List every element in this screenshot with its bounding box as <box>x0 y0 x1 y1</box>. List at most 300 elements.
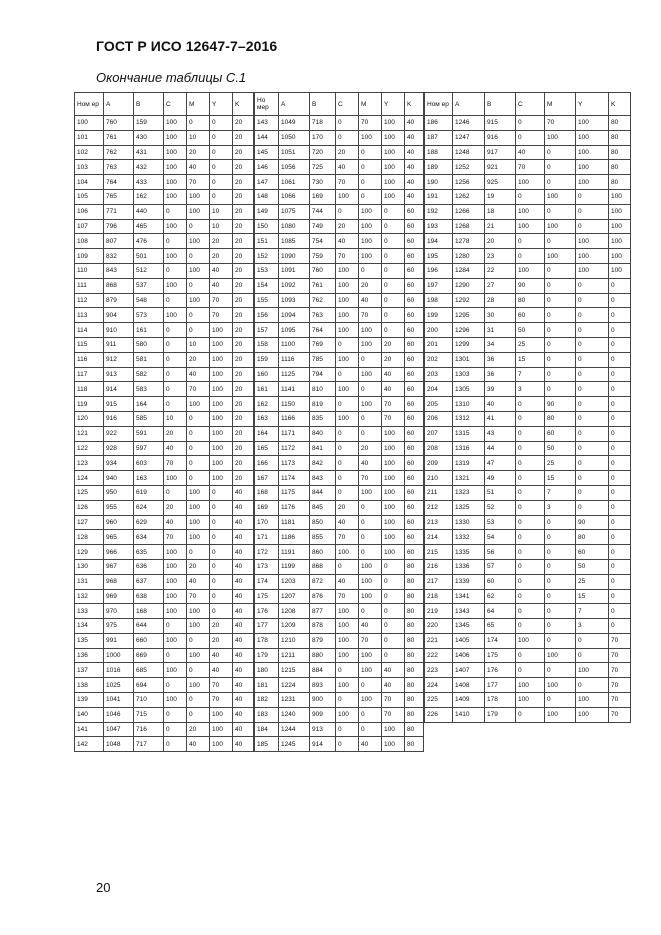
cell-m: 0 <box>545 545 576 560</box>
cell-k: 40 <box>233 604 254 619</box>
cell-b: 52 <box>485 500 516 515</box>
cell-c: 0 <box>516 234 545 249</box>
cell-c: 100 <box>516 693 545 708</box>
cell-m: 0 <box>545 160 576 175</box>
cell-y: 0 <box>210 160 233 175</box>
cell-k: 40 <box>233 589 254 604</box>
cell-m: 70 <box>359 633 382 648</box>
cell-y: 100 <box>576 263 609 278</box>
cell-m: 0 <box>545 693 576 708</box>
cell-y: 0 <box>382 323 405 338</box>
cell-number: 219 <box>425 604 453 619</box>
table-row <box>75 737 254 752</box>
cell-b: 669 <box>134 648 164 663</box>
cell-k: 40 <box>405 175 424 190</box>
cell-y: 0 <box>210 559 233 574</box>
cell-c: 0 <box>164 397 187 412</box>
table-row <box>255 367 424 382</box>
table-row <box>425 204 631 219</box>
table-row <box>75 530 254 545</box>
cell-c: 100 <box>164 559 187 574</box>
cell-b: 925 <box>485 175 516 190</box>
cell-m: 20 <box>359 278 382 293</box>
cell-a: 1278 <box>453 234 485 249</box>
cell-y: 0 <box>210 604 233 619</box>
cell-a: 1049 <box>279 116 310 131</box>
cell-b: 794 <box>310 367 336 382</box>
col-header-m: M <box>545 93 576 116</box>
cell-c: 100 <box>164 249 187 264</box>
cell-y: 20 <box>382 337 405 352</box>
table-row <box>255 293 424 308</box>
table-row <box>75 515 254 530</box>
cell-a: 1330 <box>453 515 485 530</box>
table-row <box>255 619 424 634</box>
cell-a: 1224 <box>279 678 310 693</box>
cell-c: 0 <box>516 707 545 722</box>
cell-number: 138 <box>75 678 104 693</box>
cell-a: 1171 <box>279 426 310 441</box>
table-row <box>255 559 424 574</box>
cell-number: 120 <box>75 411 104 426</box>
cell-c: 0 <box>336 471 359 486</box>
cell-a: 1292 <box>453 293 485 308</box>
cell-y: 100 <box>210 337 233 352</box>
cell-y: 100 <box>210 441 233 456</box>
cell-y: 0 <box>576 189 609 204</box>
cell-c: 0 <box>336 337 359 352</box>
cell-m: 40 <box>359 737 382 752</box>
cell-number: 151 <box>255 234 279 249</box>
cell-k: 40 <box>405 130 424 145</box>
cell-m: 100 <box>187 500 210 515</box>
cell-b: 430 <box>134 130 164 145</box>
cell-b: 44 <box>485 441 516 456</box>
cell-c: 0 <box>164 293 187 308</box>
cell-c: 0 <box>164 204 187 219</box>
cell-c: 0 <box>516 663 545 678</box>
cell-m: 0 <box>187 323 210 338</box>
cell-b: 761 <box>310 278 336 293</box>
cell-y: 0 <box>576 308 609 323</box>
cell-b: 51 <box>485 485 516 500</box>
cell-c: 100 <box>336 604 359 619</box>
cell-y: 0 <box>382 604 405 619</box>
cell-k: 20 <box>233 352 254 367</box>
cell-m: 0 <box>187 663 210 678</box>
cell-b: 744 <box>310 204 336 219</box>
col-header-c: C <box>336 93 359 116</box>
cell-m: 0 <box>545 352 576 367</box>
cell-c: 0 <box>336 737 359 752</box>
cell-y: 0 <box>382 278 405 293</box>
cell-number: 191 <box>425 189 453 204</box>
cell-number: 209 <box>425 456 453 471</box>
cell-k: 60 <box>405 515 424 530</box>
cell-b: 159 <box>134 116 164 131</box>
table-row <box>255 604 424 619</box>
cell-a: 916 <box>104 411 134 426</box>
cell-y: 0 <box>576 500 609 515</box>
cell-y: 0 <box>382 574 405 589</box>
table-row <box>75 323 254 338</box>
cell-c: 25 <box>516 337 545 352</box>
table-row <box>425 693 631 708</box>
cell-c: 0 <box>336 485 359 500</box>
cell-number: 155 <box>255 293 279 308</box>
cell-b: 476 <box>134 234 164 249</box>
cell-a: 934 <box>104 456 134 471</box>
cell-y: 0 <box>210 589 233 604</box>
cell-number: 129 <box>75 545 104 560</box>
cell-number: 174 <box>255 574 279 589</box>
table-row <box>255 160 424 175</box>
cell-c: 0 <box>164 367 187 382</box>
table-row <box>425 278 631 293</box>
table-header-row <box>75 93 254 116</box>
cell-b: 685 <box>134 663 164 678</box>
table-row <box>75 619 254 634</box>
cell-b: 177 <box>485 678 516 693</box>
cell-number: 164 <box>255 426 279 441</box>
table-row <box>255 441 424 456</box>
table-row <box>255 722 424 737</box>
cell-c: 100 <box>336 352 359 367</box>
cell-b: 174 <box>485 633 516 648</box>
table-row <box>75 589 254 604</box>
cell-c: 40 <box>336 160 359 175</box>
cell-y: 0 <box>382 308 405 323</box>
cell-c: 0 <box>164 722 187 737</box>
table-header-row <box>425 93 631 116</box>
cell-b: 30 <box>485 308 516 323</box>
cell-b: 921 <box>485 160 516 175</box>
cell-a: 1186 <box>279 530 310 545</box>
table-row <box>425 323 631 338</box>
cell-b: 168 <box>134 604 164 619</box>
cell-m: 100 <box>187 604 210 619</box>
cell-y: 0 <box>576 411 609 426</box>
cell-a: 1092 <box>279 278 310 293</box>
cell-a: 1080 <box>279 219 310 234</box>
cell-c: 100 <box>164 145 187 160</box>
cell-c: 70 <box>164 456 187 471</box>
table-row <box>255 352 424 367</box>
cell-m: 10 <box>187 337 210 352</box>
col-header-a: A <box>279 93 310 116</box>
col-header-m: M <box>359 93 382 116</box>
table-row <box>425 160 631 175</box>
cell-k: 0 <box>609 441 631 456</box>
cell-a: 1319 <box>453 456 485 471</box>
table-row <box>255 234 424 249</box>
cell-a: 968 <box>104 574 134 589</box>
cell-c: 0 <box>336 693 359 708</box>
cell-k: 0 <box>609 619 631 634</box>
cell-m: 40 <box>359 293 382 308</box>
cell-k: 0 <box>609 485 631 500</box>
cell-k: 100 <box>609 263 631 278</box>
table-row <box>425 648 631 663</box>
table-row <box>425 707 631 722</box>
cell-k: 80 <box>405 559 424 574</box>
cell-c: 100 <box>336 189 359 204</box>
col-header-a: A <box>104 93 134 116</box>
cell-a: 922 <box>104 426 134 441</box>
cell-number: 181 <box>255 678 279 693</box>
cell-c: 0 <box>516 515 545 530</box>
cell-k: 40 <box>233 485 254 500</box>
cell-b: 840 <box>310 426 336 441</box>
cell-number: 190 <box>425 175 453 190</box>
cell-y: 100 <box>210 352 233 367</box>
cell-m: 0 <box>187 278 210 293</box>
cell-y: 100 <box>210 397 233 412</box>
cell-m: 7 <box>545 485 576 500</box>
cell-k: 60 <box>405 426 424 441</box>
cell-m: 0 <box>359 352 382 367</box>
table-row <box>75 500 254 515</box>
cell-number: 125 <box>75 485 104 500</box>
cell-y: 100 <box>382 130 405 145</box>
cell-c: 0 <box>164 678 187 693</box>
cell-number: 101 <box>75 130 104 145</box>
cell-b: 660 <box>134 633 164 648</box>
cell-y: 0 <box>382 249 405 264</box>
cell-k: 70 <box>609 707 631 722</box>
cell-k: 70 <box>609 693 631 708</box>
cell-a: 1246 <box>453 116 485 131</box>
cell-y: 0 <box>210 530 233 545</box>
table-row <box>425 471 631 486</box>
cell-b: 54 <box>485 530 516 545</box>
cell-k: 60 <box>405 308 424 323</box>
cell-y: 100 <box>382 737 405 752</box>
cell-k: 60 <box>405 249 424 264</box>
cell-b: 178 <box>485 693 516 708</box>
cell-b: 465 <box>134 219 164 234</box>
cell-number: 105 <box>75 189 104 204</box>
cell-b: 725 <box>310 160 336 175</box>
cell-m: 0 <box>359 382 382 397</box>
table-row <box>255 500 424 515</box>
cell-m: 0 <box>545 145 576 160</box>
cell-number: 201 <box>425 337 453 352</box>
cell-y: 0 <box>382 648 405 663</box>
cell-b: 36 <box>485 352 516 367</box>
table-row <box>75 160 254 175</box>
cell-c: 100 <box>336 411 359 426</box>
cell-b: 162 <box>134 189 164 204</box>
cell-c: 0 <box>516 619 545 634</box>
table-row <box>255 574 424 589</box>
page-number: 20 <box>96 880 111 895</box>
cell-number: 207 <box>425 426 453 441</box>
table-row <box>425 263 631 278</box>
cell-m: 0 <box>359 160 382 175</box>
cell-a: 1252 <box>453 160 485 175</box>
cell-k: 60 <box>405 545 424 560</box>
cell-b: 583 <box>134 382 164 397</box>
cell-b: 634 <box>134 530 164 545</box>
cell-y: 20 <box>210 249 233 264</box>
cell-number: 167 <box>255 471 279 486</box>
cell-b: 884 <box>310 663 336 678</box>
cell-k: 20 <box>233 456 254 471</box>
table-row <box>425 352 631 367</box>
cell-c: 100 <box>336 293 359 308</box>
cell-k: 20 <box>233 160 254 175</box>
table-row <box>75 145 254 160</box>
cell-m: 100 <box>359 130 382 145</box>
table-row <box>75 116 254 131</box>
table-row <box>255 456 424 471</box>
cell-m: 100 <box>359 323 382 338</box>
cell-number: 150 <box>255 219 279 234</box>
table-row <box>255 263 424 278</box>
cell-a: 1176 <box>279 500 310 515</box>
cell-y: 100 <box>382 485 405 500</box>
cell-y: 0 <box>576 278 609 293</box>
table-row <box>255 530 424 545</box>
cell-k: 80 <box>405 678 424 693</box>
cell-m: 0 <box>187 116 210 131</box>
cell-y: 0 <box>210 574 233 589</box>
table-row <box>255 204 424 219</box>
table-row <box>75 352 254 367</box>
cell-y: 100 <box>576 663 609 678</box>
cell-c: 100 <box>336 323 359 338</box>
cell-a: 904 <box>104 308 134 323</box>
cell-m: 100 <box>187 678 210 693</box>
cell-y: 20 <box>382 352 405 367</box>
cell-y: 0 <box>210 189 233 204</box>
cell-k: 0 <box>609 604 631 619</box>
cell-a: 1046 <box>104 707 134 722</box>
cell-b: 877 <box>310 604 336 619</box>
cell-k: 40 <box>233 530 254 545</box>
cell-m: 100 <box>359 219 382 234</box>
cell-number: 204 <box>425 382 453 397</box>
cell-y: 0 <box>382 293 405 308</box>
table-row <box>75 293 254 308</box>
cell-y: 0 <box>382 263 405 278</box>
cell-number: 196 <box>425 263 453 278</box>
cell-a: 764 <box>104 175 134 190</box>
cell-k: 60 <box>405 367 424 382</box>
cell-m: 40 <box>187 160 210 175</box>
cell-c: 0 <box>516 589 545 604</box>
cell-y: 0 <box>576 323 609 338</box>
cell-c: 0 <box>336 722 359 737</box>
cell-c: 100 <box>164 219 187 234</box>
cell-number: 180 <box>255 663 279 678</box>
cell-a: 1268 <box>453 219 485 234</box>
cell-c: 100 <box>336 308 359 323</box>
col-header-k: K <box>405 93 424 116</box>
cell-k: 100 <box>609 189 631 204</box>
cell-k: 40 <box>405 160 424 175</box>
cell-b: 56 <box>485 545 516 560</box>
cell-k: 70 <box>609 648 631 663</box>
cell-b: 573 <box>134 308 164 323</box>
table-row <box>75 722 254 737</box>
table-row <box>75 367 254 382</box>
cell-y: 100 <box>382 545 405 560</box>
cell-a: 1335 <box>453 545 485 560</box>
cell-y: 70 <box>210 308 233 323</box>
cell-c: 70 <box>336 589 359 604</box>
cell-k: 60 <box>405 263 424 278</box>
cell-k: 80 <box>609 145 631 160</box>
table-block-2 <box>254 92 424 752</box>
cell-k: 40 <box>405 116 424 131</box>
cell-number: 124 <box>75 471 104 486</box>
col-header-number: Ном ер <box>75 93 104 116</box>
cell-m: 40 <box>187 737 210 752</box>
cell-k: 0 <box>609 382 631 397</box>
cell-b: 876 <box>310 589 336 604</box>
cell-a: 1407 <box>453 663 485 678</box>
cell-y: 40 <box>382 367 405 382</box>
table-row <box>425 116 631 131</box>
cell-c: 100 <box>164 693 187 708</box>
cell-number: 169 <box>255 500 279 515</box>
cell-b: 879 <box>310 633 336 648</box>
cell-k: 40 <box>233 737 254 752</box>
cell-number: 132 <box>75 589 104 604</box>
cell-y: 100 <box>382 145 405 160</box>
cell-b: 176 <box>485 663 516 678</box>
cell-number: 223 <box>425 663 453 678</box>
cell-c: 10 <box>164 411 187 426</box>
cell-m: 100 <box>359 589 382 604</box>
cell-a: 1208 <box>279 604 310 619</box>
cell-m: 100 <box>187 293 210 308</box>
cell-y: 40 <box>382 382 405 397</box>
cell-a: 1296 <box>453 323 485 338</box>
cell-a: 975 <box>104 619 134 634</box>
cell-b: 603 <box>134 456 164 471</box>
cell-number: 147 <box>255 175 279 190</box>
cell-number: 116 <box>75 352 104 367</box>
table-row <box>255 471 424 486</box>
cell-a: 1321 <box>453 471 485 486</box>
cell-b: 431 <box>134 145 164 160</box>
cell-y: 100 <box>382 471 405 486</box>
cell-b: 909 <box>310 707 336 722</box>
cell-number: 156 <box>255 308 279 323</box>
cell-b: 715 <box>134 707 164 722</box>
col-header-number: Но мер <box>255 93 279 116</box>
cell-a: 1339 <box>453 574 485 589</box>
cell-m: 20 <box>187 722 210 737</box>
cell-number: 149 <box>255 204 279 219</box>
cell-c: 0 <box>336 456 359 471</box>
cell-y: 0 <box>576 441 609 456</box>
cell-c: 100 <box>336 619 359 634</box>
cell-m: 70 <box>187 382 210 397</box>
cell-m: 90 <box>545 397 576 412</box>
cell-m: 100 <box>545 189 576 204</box>
cell-b: 548 <box>134 293 164 308</box>
cell-b: 842 <box>310 456 336 471</box>
cell-k: 20 <box>233 234 254 249</box>
cell-k: 20 <box>233 397 254 412</box>
cell-number: 106 <box>75 204 104 219</box>
cell-a: 832 <box>104 249 134 264</box>
cell-k: 0 <box>609 456 631 471</box>
